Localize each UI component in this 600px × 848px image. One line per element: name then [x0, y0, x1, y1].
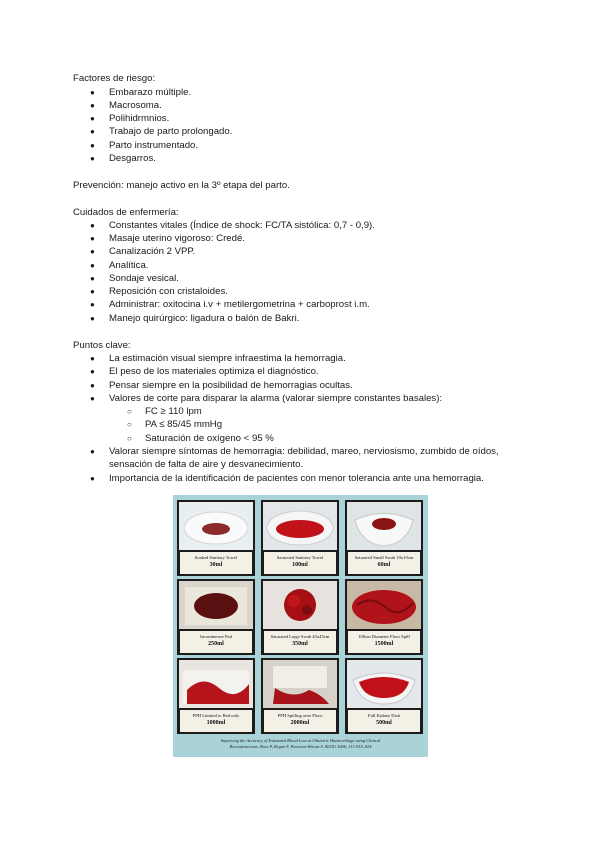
figure-tile [345, 500, 423, 576]
tile-photo [263, 502, 337, 550]
tile-photo [179, 660, 253, 708]
tile-caption: PPH Limited to Bed only 1000ml [180, 710, 252, 732]
tile-photo [347, 660, 421, 708]
blood-loss-figure [173, 495, 428, 757]
figure-caption: Improving the Accuracy of Estimated Blood Loss at Obstetric Haemorrhage using Clinical Reconstructions. Bose P, Regan F, Paterson-Brown S. BJOG 2006; 113:919–924 [220, 738, 381, 749]
figure-tile [177, 658, 255, 734]
tile-photo [263, 581, 337, 629]
figure-tile [177, 500, 255, 576]
nursing-care-heading: Cuidados de enfermería: [73, 207, 179, 218]
risk-factors-heading: Factores de riesgo: [73, 73, 156, 84]
tile-caption: Incontinence Pad 250ml [180, 631, 252, 653]
tile-caption: Saturated Sanitary Towel 100ml [264, 552, 336, 574]
document-page: Factores de riesgo: ● Embarazo múltiple. ● Macrosoma. ● Polihidrmnios. ● Trabajo de parto prolongado. ● Parto instrumentado. ● Desgarros. Prevención: manejo activo en la 3º etapa del parto. Cuidados de enfermería: ● Constantes vitales (Índice de shock: FC/TA sistólica: 0,7 - 0,9). ● Masaje uterino vigoroso: Credé. ● Canalización 2 VPP. ● Analítica. ● Sondaje vesical. ● Reposición con cristaloides. ● Administrar: oxitocina i.v + metilergometrina + carboprost i.m. ● Manejo quirúrgico: ligadura o balón de Bakri. Puntos clave: ● La estimación visual siempre infraestima la hemorragia. ● El peso de los materiales optimiza el diagnóstico. ● Pensar siempre en la posibilidad de hemorragias ocultas. ● Valores de corte para disparar la alarma (valorar siempre constantes basales): ○ FC ≥ 110 lpm ○ PA ≤ 85/45 mmHg ○ Saturación de oxígeno < 95 % ● Valorar siempre síntomas de hemorragia: debilidad, mareo, nerviosismo, zumbido de oídos, sensación de falta de aire y desvanecimiento. ● Importancia de la identificación de pacientes con menor tolerancia ante una hemorragia. Soaked Sanitary Towel 30ml Saturated Sanitary Towel 100ml Saturated Small Swab 10x10cm 60ml Incontinence Pad 250ml Saturated Large Swab 45x45cm 350ml 100cm Diameter Floor Spill 1500ml PPH Limited to Bed only 1000ml PPH Spilling onto Floor 2000ml Full Kidney Dish 500ml Improving the Accuracy of Estimated Blood Loss at Obstetric Haemorrhage using Clinical Reconstructions. Bose P, Regan F, Paterson-Brown S. BJOG 2006; 113:919–924 [0, 0, 600, 848]
figure-tile [261, 579, 339, 655]
tile-caption: Full Kidney Dish 500ml [348, 710, 420, 732]
tile-photo [179, 581, 253, 629]
tile-photo [179, 502, 253, 550]
tile-photo [347, 581, 421, 629]
prevention-text: Prevención: manejo activo en la 3º etapa del parto. [73, 180, 290, 191]
figure-tile [345, 658, 423, 734]
tile-photo [347, 502, 421, 550]
key-points-heading: Puntos clave: [73, 340, 131, 351]
figure-tile [261, 658, 339, 734]
tile-caption: PPH Spilling onto Floor 2000ml [264, 710, 336, 732]
tile-caption: 100cm Diameter Floor Spill 1500ml [348, 631, 420, 653]
tile-caption: Saturated Large Swab 45x45cm 350ml [264, 631, 336, 653]
tile-caption: Saturated Small Swab 10x10cm 60ml [348, 552, 420, 574]
figure-tile [345, 579, 423, 655]
figure-tile [261, 500, 339, 576]
tile-photo [263, 660, 337, 708]
figure-tile [177, 579, 255, 655]
tile-caption: Soaked Sanitary Towel 30ml [180, 552, 252, 574]
